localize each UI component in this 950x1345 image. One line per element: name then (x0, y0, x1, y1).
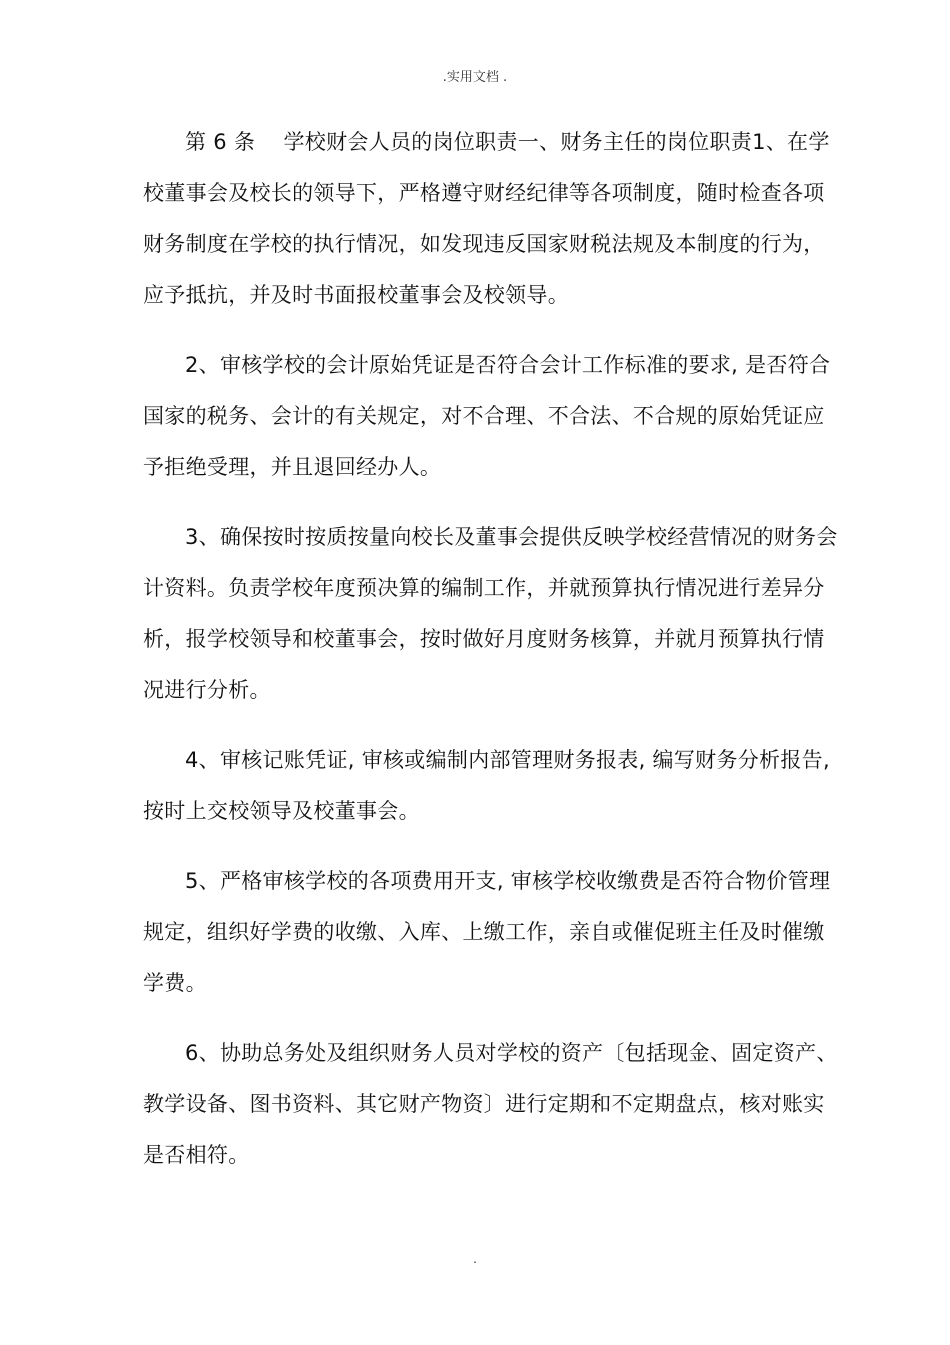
paragraph-line: 校董事会及校长的领导下，严格遵守财经纪律等各项制度，随时检查各项 (143, 181, 825, 205)
paragraph-item-6 (143, 1028, 838, 1181)
paragraph-line: 是否相符。 (143, 1143, 250, 1167)
paragraph-item-4 (143, 735, 830, 837)
page-header: .实用文档 . (442, 70, 508, 85)
paragraph-line: 第 6 条 学校财会人员的岗位职责一、财务主任的岗位职责1、在学 (185, 130, 830, 154)
paragraph-line: 5、严格审核学校的各项费用开支, 审核学校收缴费是否符合物价管理 (185, 869, 831, 893)
paragraph-line: 规定，组织好学费的收缴、入库、上缴工作，亲自或催促班主任及时催缴 (143, 920, 825, 944)
paragraph-item-3 (143, 512, 838, 716)
paragraph-line: 4、审核记账凭证, 审核或编制内部管理财务报表, 编写财务分析报告, (185, 748, 830, 772)
paragraph-line: 国家的税务、会计的有关规定，对不合理、不合法、不合规的原始凭证应 (143, 404, 825, 428)
paragraph-line: 况进行分析。 (143, 678, 271, 702)
document-body (143, 117, 838, 1181)
paragraph-article-6 (143, 117, 830, 321)
paragraph-line: 计资料。负责学校年度预决算的编制工作，并就预算执行情况进行差异分 (143, 576, 825, 600)
paragraph-item-5 (143, 856, 831, 1009)
paragraph-line: 教学设备、图书资料、其它财产物资〕进行定期和不定期盘点，核对账实 (143, 1092, 825, 1116)
paragraph-line: 按时上交校领导及校董事会。 (143, 799, 420, 823)
page-footer: . (473, 1252, 477, 1266)
paragraph-item-2 (143, 340, 831, 493)
paragraph-line: 3、确保按时按质按量向校长及董事会提供反映学校经营情况的财务会 (185, 525, 838, 549)
paragraph-line: 学费。 (143, 971, 207, 995)
paragraph-line: 应予抵抗，并及时书面报校董事会及校领导。 (143, 283, 569, 307)
paragraph-line: 予拒绝受理，并且退回经办人。 (143, 455, 442, 479)
paragraph-line: 财务制度在学校的执行情况，如发现违反国家财税法规及本制度的行为， (143, 232, 825, 256)
paragraph-line: 6、协助总务处及组织财务人员对学校的资产〔包括现金、固定资产、 (185, 1041, 838, 1065)
paragraph-line: 析，报学校领导和校董事会，按时做好月度财务核算，并就月预算执行情 (143, 627, 825, 651)
paragraph-line: 2、审核学校的会计原始凭证是否符合会计工作标准的要求, 是否符合 (185, 353, 831, 377)
